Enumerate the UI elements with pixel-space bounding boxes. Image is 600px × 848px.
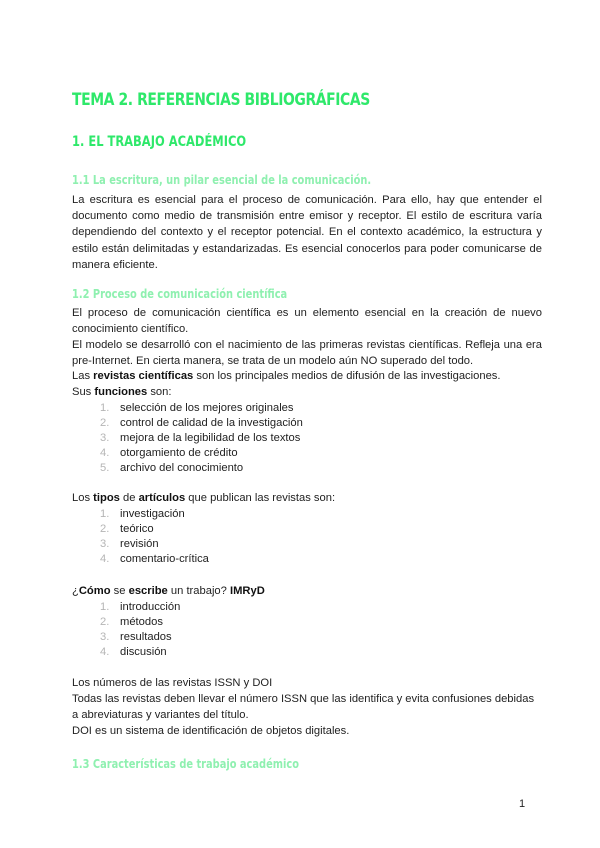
paragraph-tipos-intro [72, 490, 542, 506]
list-item-text: discusión [120, 646, 167, 658]
list-number: 4. [100, 447, 110, 459]
paragraph-como-escribe [72, 583, 542, 599]
list-item-text: resultados [120, 631, 172, 643]
list-number: 1. [100, 402, 110, 414]
paragraph-proceso: El proceso de comunicación científica es un elemento esencial en la creación de nuevo conocimiento científico. [72, 307, 542, 336]
bold-text: IMRyD [229, 585, 265, 597]
list-number: 5. [100, 462, 110, 474]
list-item [100, 461, 303, 476]
page-number: 1 [519, 798, 526, 810]
imryd-list [100, 600, 180, 660]
bold-text: escribe [128, 585, 168, 597]
list-number: 4. [100, 646, 110, 658]
subsection-heading-1-3: 1.3 Características de trabajo académico [72, 757, 299, 771]
paragraph-doi: DOI es un sistema de identificación de objetos digitales. [72, 725, 350, 737]
paragraph-revistas [72, 368, 542, 384]
paragraph-issn-heading: Los números de las revistas ISSN y DOI [72, 677, 273, 689]
paragraph-issn: Todas las revistas deben llevar el número ISSN que las identifica y evita confusiones debidas a abreviaturas y variantes del título. [72, 693, 535, 722]
bold-text: tipos [93, 492, 120, 504]
list-number: 3. [100, 631, 110, 643]
list-item-text: otorgamiento de crédito [120, 447, 238, 459]
bold-text: revistas científicas [93, 370, 194, 382]
section-heading-1: 1. EL TRABAJO ACADÉMICO [72, 134, 247, 150]
paragraph-escritura: La escritura es esencial para el proceso de comunicación. Para ello, hay que entender el documento como medio de transmisión entre emisor y receptor. El estilo de escritura varía dependiendo del contexto y el receptor potencial. En el contexto académico, la estructura y estilo están delimitadas y estandarizadas. Es esencial conocerlos para poder comunicarse de manera eficiente. [72, 194, 542, 271]
list-item [100, 416, 303, 431]
text-run: Sus [72, 386, 95, 398]
text-run: Las [72, 370, 94, 382]
list-number: 2. [100, 616, 110, 628]
text-run: ¿ [72, 585, 79, 597]
list-item [100, 446, 303, 461]
paragraph-modelo: El modelo se desarrolló con el nacimiento de las primeras revistas científicas. Refleja una era pre-Internet. En cierta manera, se trata de un modelo aún NO superado del todo. [72, 339, 542, 368]
list-item [100, 645, 180, 660]
text-run: de [119, 492, 139, 504]
list-item [100, 600, 180, 615]
list-item-text: investigación [120, 508, 185, 520]
list-item [100, 615, 180, 630]
bold-text: artículos [138, 492, 186, 504]
list-number: 3. [100, 538, 110, 550]
paragraph-funciones-intro [72, 384, 542, 400]
list-item-text: mejora de la legibilidad de los textos [120, 432, 301, 444]
list-item-text: introducción [120, 601, 181, 613]
list-item-text: métodos [120, 616, 163, 628]
list-item [100, 507, 209, 522]
text-run: que publican las revistas son: [185, 492, 336, 504]
text-run: un trabajo? [167, 585, 230, 597]
bold-text: funciones [94, 386, 148, 398]
list-number: 1. [100, 508, 110, 520]
list-item-text: archivo del conocimiento [120, 462, 244, 474]
list-item-text: comentario-crítica [120, 553, 209, 565]
list-number: 3. [100, 432, 110, 444]
text-run: son los principales medios de difusión de las investigaciones. [193, 370, 501, 382]
list-item [100, 401, 303, 416]
list-number: 4. [100, 553, 110, 565]
text-run: Los [72, 492, 94, 504]
text-run: se [110, 585, 129, 597]
list-number: 1. [100, 601, 110, 613]
subsection-heading-1-2: 1.2 Proceso de comunicación científica [72, 287, 288, 301]
list-number: 2. [100, 417, 110, 429]
list-item [100, 431, 303, 446]
bold-text: Cómo [78, 585, 111, 597]
list-item-text: revisión [120, 538, 159, 550]
list-item [100, 552, 209, 567]
list-number: 2. [100, 523, 110, 535]
list-item-text: control de calidad de la investigación [120, 417, 303, 429]
list-item [100, 630, 180, 645]
funciones-list [100, 401, 303, 476]
list-item [100, 537, 209, 552]
text-run: son: [147, 386, 172, 398]
list-item-text: teórico [120, 523, 154, 535]
subsection-heading-1-1: 1.1 La escritura, un pilar esencial de la comunicación. [72, 173, 372, 187]
document-title: TEMA 2. REFERENCIAS BIBLIOGRÁFICAS [72, 90, 370, 110]
list-item [100, 522, 209, 537]
tipos-list [100, 507, 209, 567]
list-item-text: selección de los mejores originales [120, 402, 294, 414]
